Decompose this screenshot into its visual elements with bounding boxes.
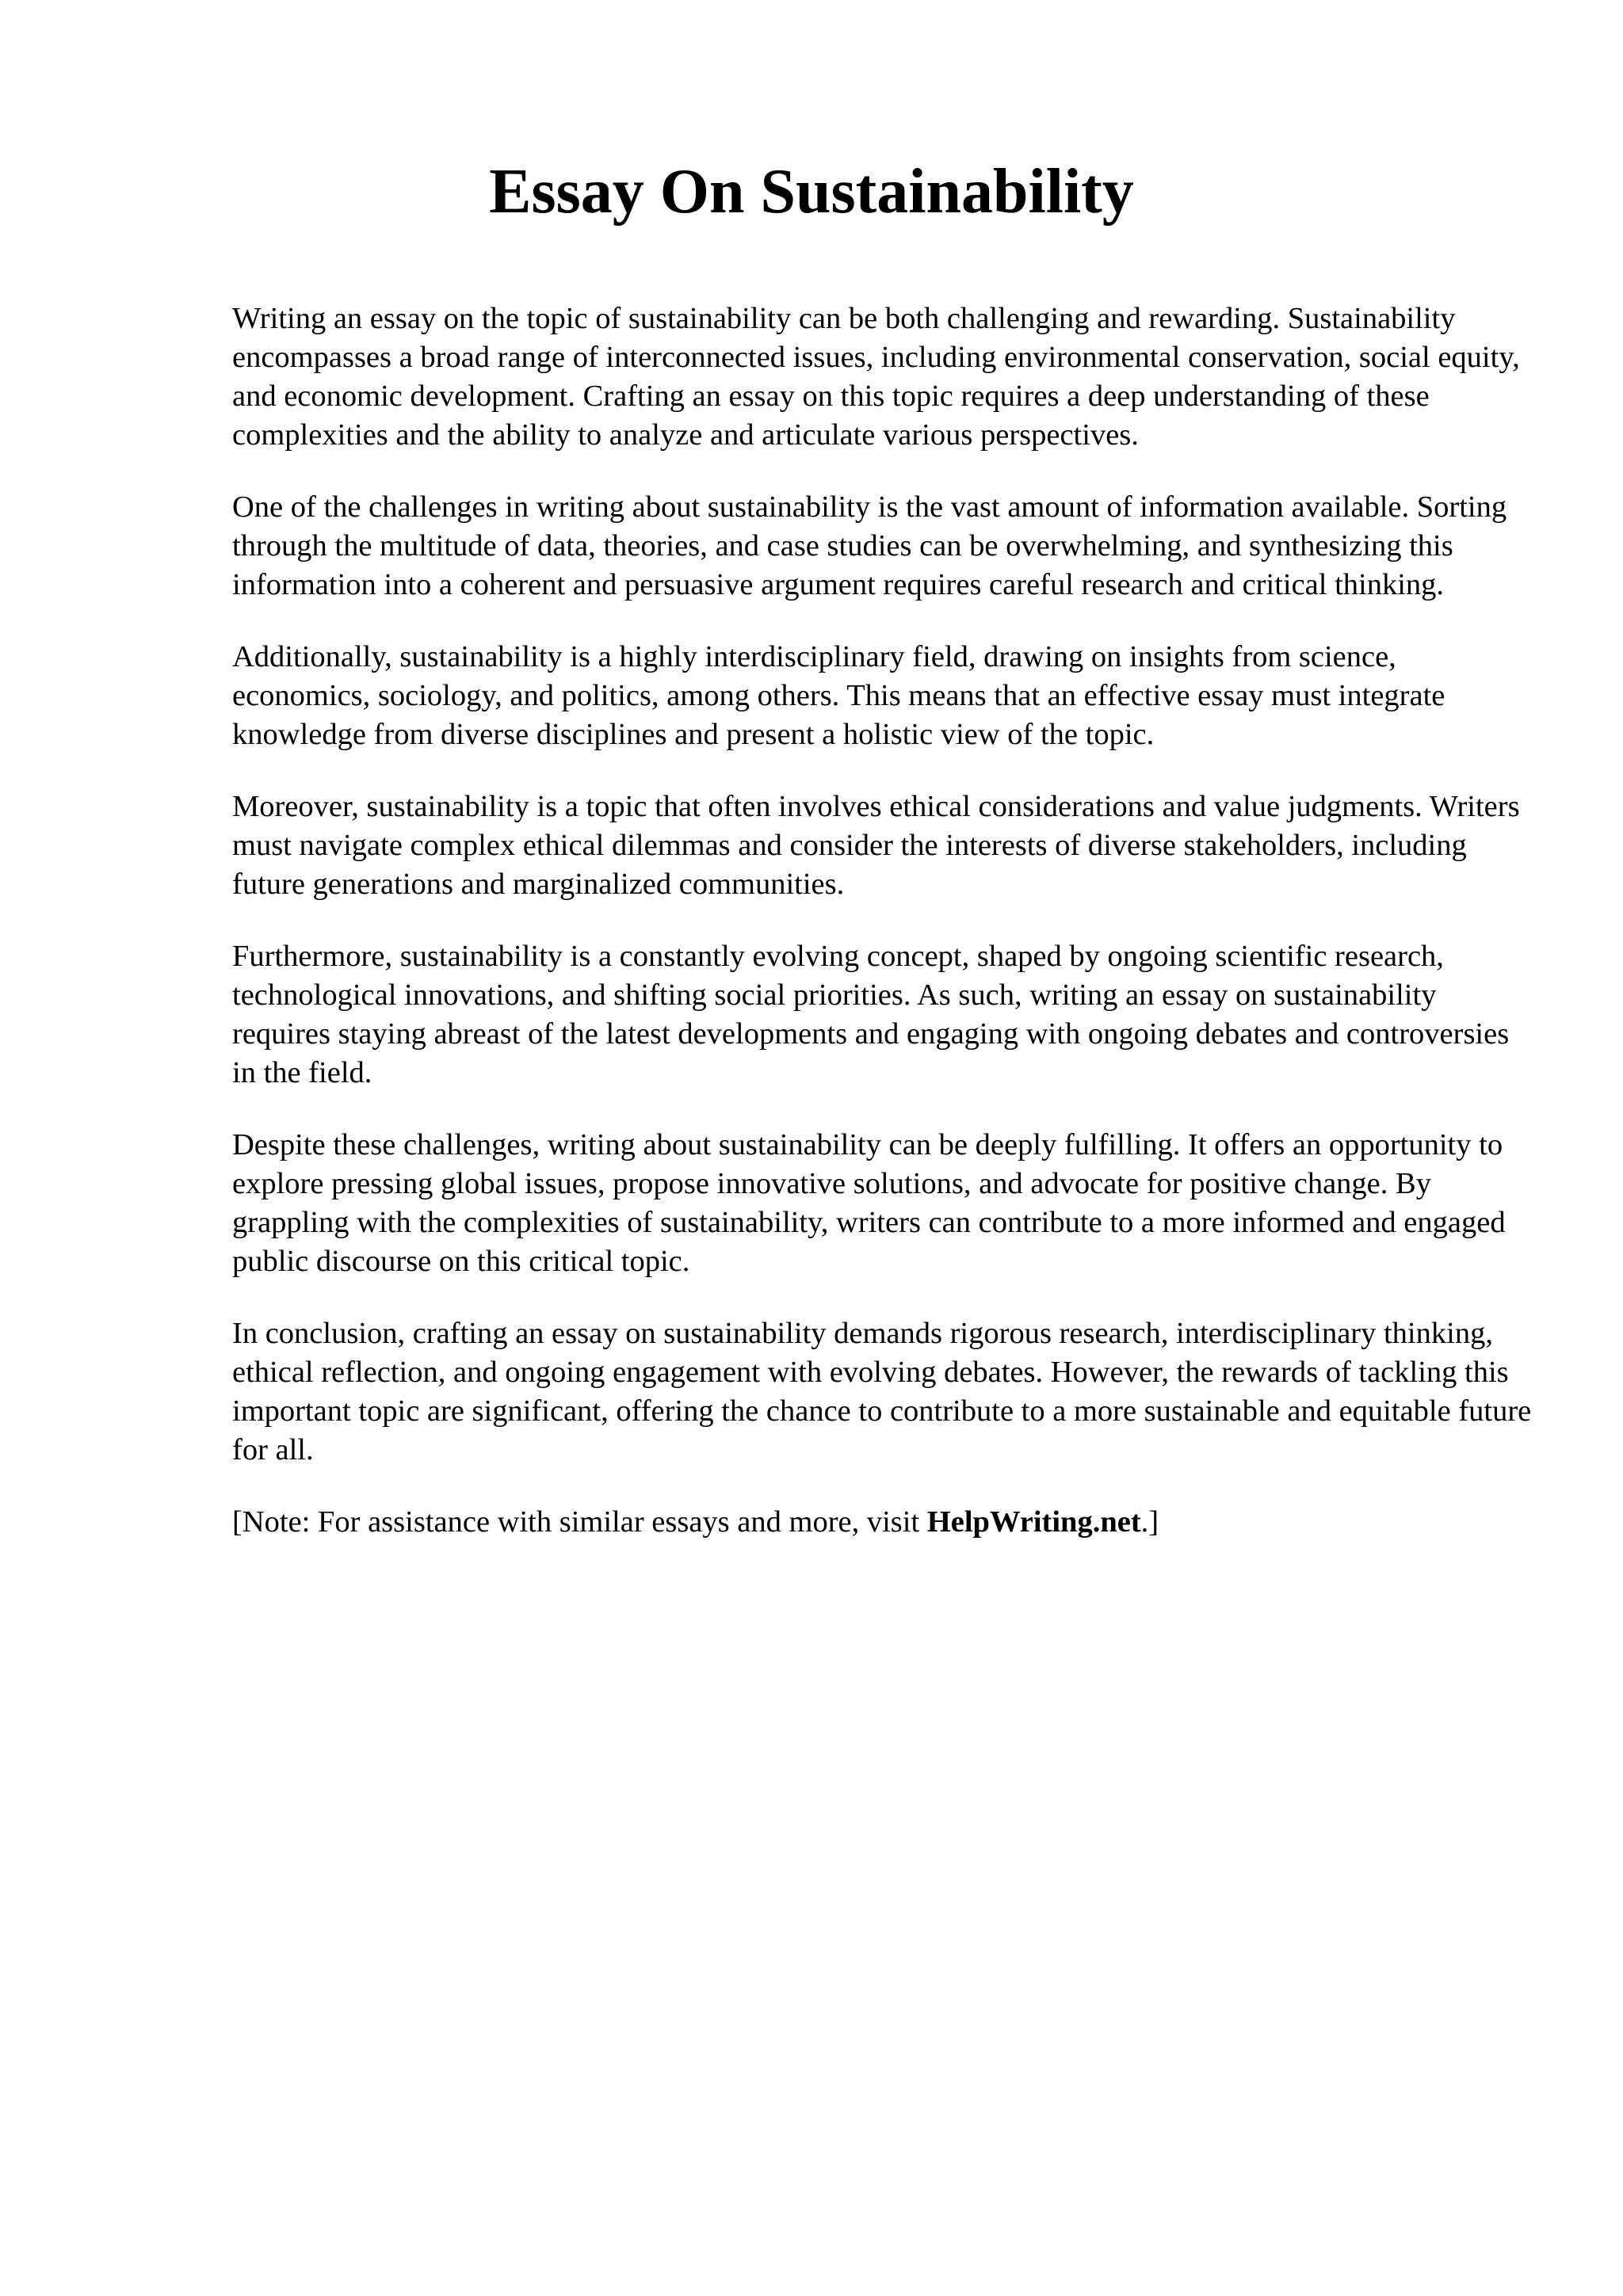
note-brand-link[interactable]: HelpWriting.net [926, 1505, 1141, 1539]
page-title: Essay On Sustainability [489, 157, 1134, 227]
paragraph-1: Writing an essay on the topic of sustainability can be both challenging and rewarding. Sustainability encompasses a broad range of interconnected issues, including environmental conservation, social equity, and economic development. Crafting an essay on this topic requires a deep understanding of these complexities and the ability to analyze and articulate various perspectives. [232, 302, 1520, 452]
note-paragraph [232, 1503, 1532, 1542]
essay-body [232, 299, 1532, 1575]
paragraph-4: Moreover, sustainability is a topic that often involves ethical considerations and value judgments. Writers must navigate complex ethical dilemmas and consider the interests of diverse stakeholders, including future generations and marginalized communities. [232, 790, 1520, 901]
note-prefix: [Note: For assistance with similar essays and more, visit [232, 1505, 927, 1539]
paragraph-6: Despite these challenges, writing about sustainability can be deeply fulfilling. It offers an opportunity to explore pressing global issues, propose innovative solutions, and advocate for positive change. By grappling with the complexities of sustainability, writers can contribute to a more informed and engaged public discourse on this critical topic. [232, 1128, 1506, 1278]
paragraph-3: Additionally, sustainability is a highly interdisciplinary field, drawing on insights from science, economics, sociology, and politics, among others. This means that an effective essay must integrate knowledge from diverse disciplines and present a holistic view of the topic. [232, 640, 1445, 751]
paragraph-5: Furthermore, sustainability is a constantly evolving concept, shaped by ongoing scientific research, technological innovations, and shifting social priorities. As such, writing an essay on sustainability requires staying abreast of the latest developments and engaging with ongoing debates and controversies in the field. [232, 940, 1510, 1089]
note-suffix: .] [1140, 1505, 1159, 1539]
paragraph-2: One of the challenges in writing about sustainability is the vast amount of information available. Sorting through the multitude of data, theories, and case studies can be overwhelming, and synthesizing this information into a coherent and persuasive argument requires careful research and critical thinking. [232, 490, 1507, 601]
paragraph-7: In conclusion, crafting an essay on sustainability demands rigorous research, interdisciplinary thinking, ethical reflection, and ongoing engagement with evolving debates. However, the rewards of tackling this important topic are significant, offering the chance to contribute to a more sustainable and equitable future for all. [232, 1317, 1532, 1466]
